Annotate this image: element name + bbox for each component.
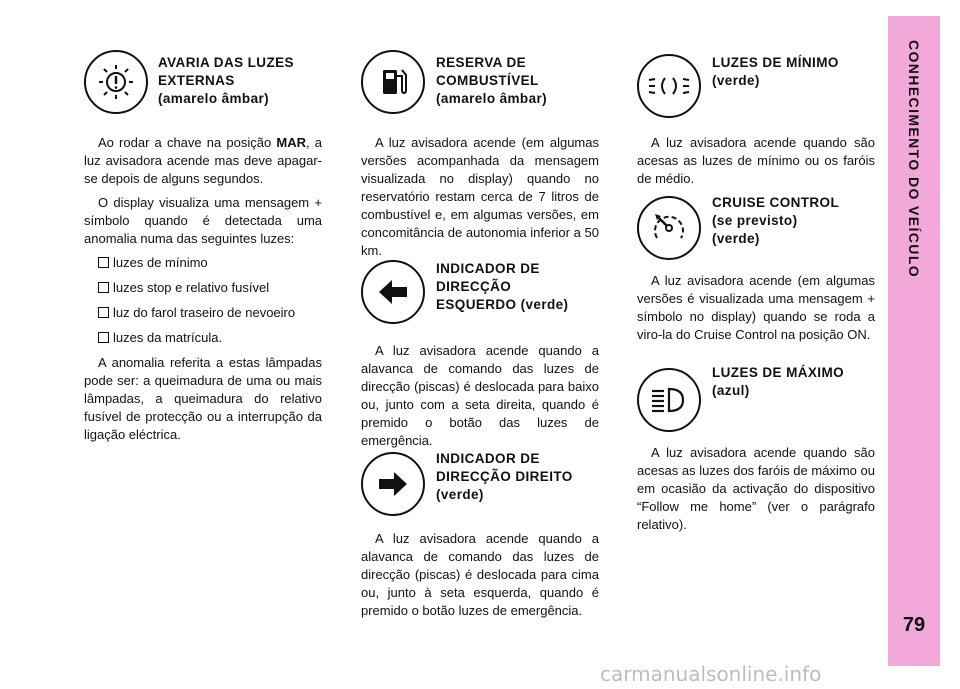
text-cruise-control: A luz avisadora acende (em algumas versões é visualizada uma mensagem + símbolo no display) quando se roda a viro-la do Cruise Control na posição ON. (637, 273, 875, 342)
text-left-indicator: A luz avisadora acende quando a alavanca de comando das luzes de direcção (piscas) é deslocada para baixo ou, junto com a seta direita, quando é premido o botão das luzes de emergência. (361, 343, 599, 448)
arrow-left-icon (361, 260, 425, 324)
high-beam-icon (637, 368, 701, 432)
heading-exterior-lights: AVARIA DAS LUZES EXTERNAS (amarelo âmbar) (158, 55, 294, 106)
list-item: luz do farol traseiro de nevoeiro (98, 304, 322, 322)
watermark: carmanualsonline.info (600, 662, 822, 686)
list-item: luzes stop e relativo fusível (98, 279, 322, 297)
heading-left-indicator: INDICADOR DE DIRECÇÃO ESQUERDO (verde) (436, 261, 569, 312)
text-fuel-reserve: A luz avisadora acende (em algumas versões acompanhada da mensagem visualizada no display) quando no reservatório restam cerca de 7 litros de combustível e, em algumas versões, em concomitância de autonomia inferior a 50 km. (361, 135, 599, 258)
text-exterior-lights: Ao rodar a chave na posição MAR, a luz avisadora acende mas deve apagar-se depois de alguns segundos. O display visualiza uma mensagem + símbolo quando é detectada uma anomalia numa das seguintes luzes: luzes de mínimo luzes stop e relativo fusível luz do farol traseiro de nevoeiro luzes da matrícula. A anomalia referita a estas lâmpadas pode ser: a queimadura de uma ou mais lâmpadas, a queimadura do relativo fusível de protecção ou a interrupção da ligação eléctrica. (84, 135, 322, 442)
bullet-list (84, 254, 322, 347)
side-lights-icon (637, 54, 701, 118)
arrow-right-icon (361, 452, 425, 516)
text-right-indicator: A luz avisadora acende quando a alavanca de comando das luzes de direcção (piscas) é deslocada para cima ou, junto à seta esquerda, quando é premido o botão luzes de emergência. (361, 531, 599, 618)
heading-high-beam: LUZES DE MÁXIMO (azul) (712, 365, 845, 398)
speedometer-icon (637, 196, 701, 260)
text-side-lights: A luz avisadora acende quando são acesas as luzes de mínimo ou os faróis de médio. (637, 135, 875, 186)
heading-cruise-control: CRUISE CONTROL (se previsto) (verde) (712, 195, 840, 246)
exterior-light-fault-icon (84, 50, 148, 114)
text-high-beam: A luz avisadora acende quando são acesas as luzes dos faróis de máximo ou em ocasião da activação do dispositivo “Follow me home” (ver o parágrafo relativo). (637, 445, 875, 532)
fuel-pump-icon (361, 50, 425, 114)
list-item: luzes de mínimo (98, 254, 322, 272)
sidebar-title: CONHECIMENTO DO VEÍCULO (906, 40, 922, 279)
page-number: 79 (902, 614, 926, 636)
list-item: luzes da matrícula. (98, 329, 322, 347)
heading-fuel-reserve: RESERVA DE COMBUSTÍVEL (amarelo âmbar) (436, 55, 548, 106)
heading-side-lights: LUZES DE MÍNIMO (verde) (712, 55, 839, 88)
heading-right-indicator: INDICADOR DE DIRECÇÃO DIREITO (verde) (436, 451, 573, 502)
